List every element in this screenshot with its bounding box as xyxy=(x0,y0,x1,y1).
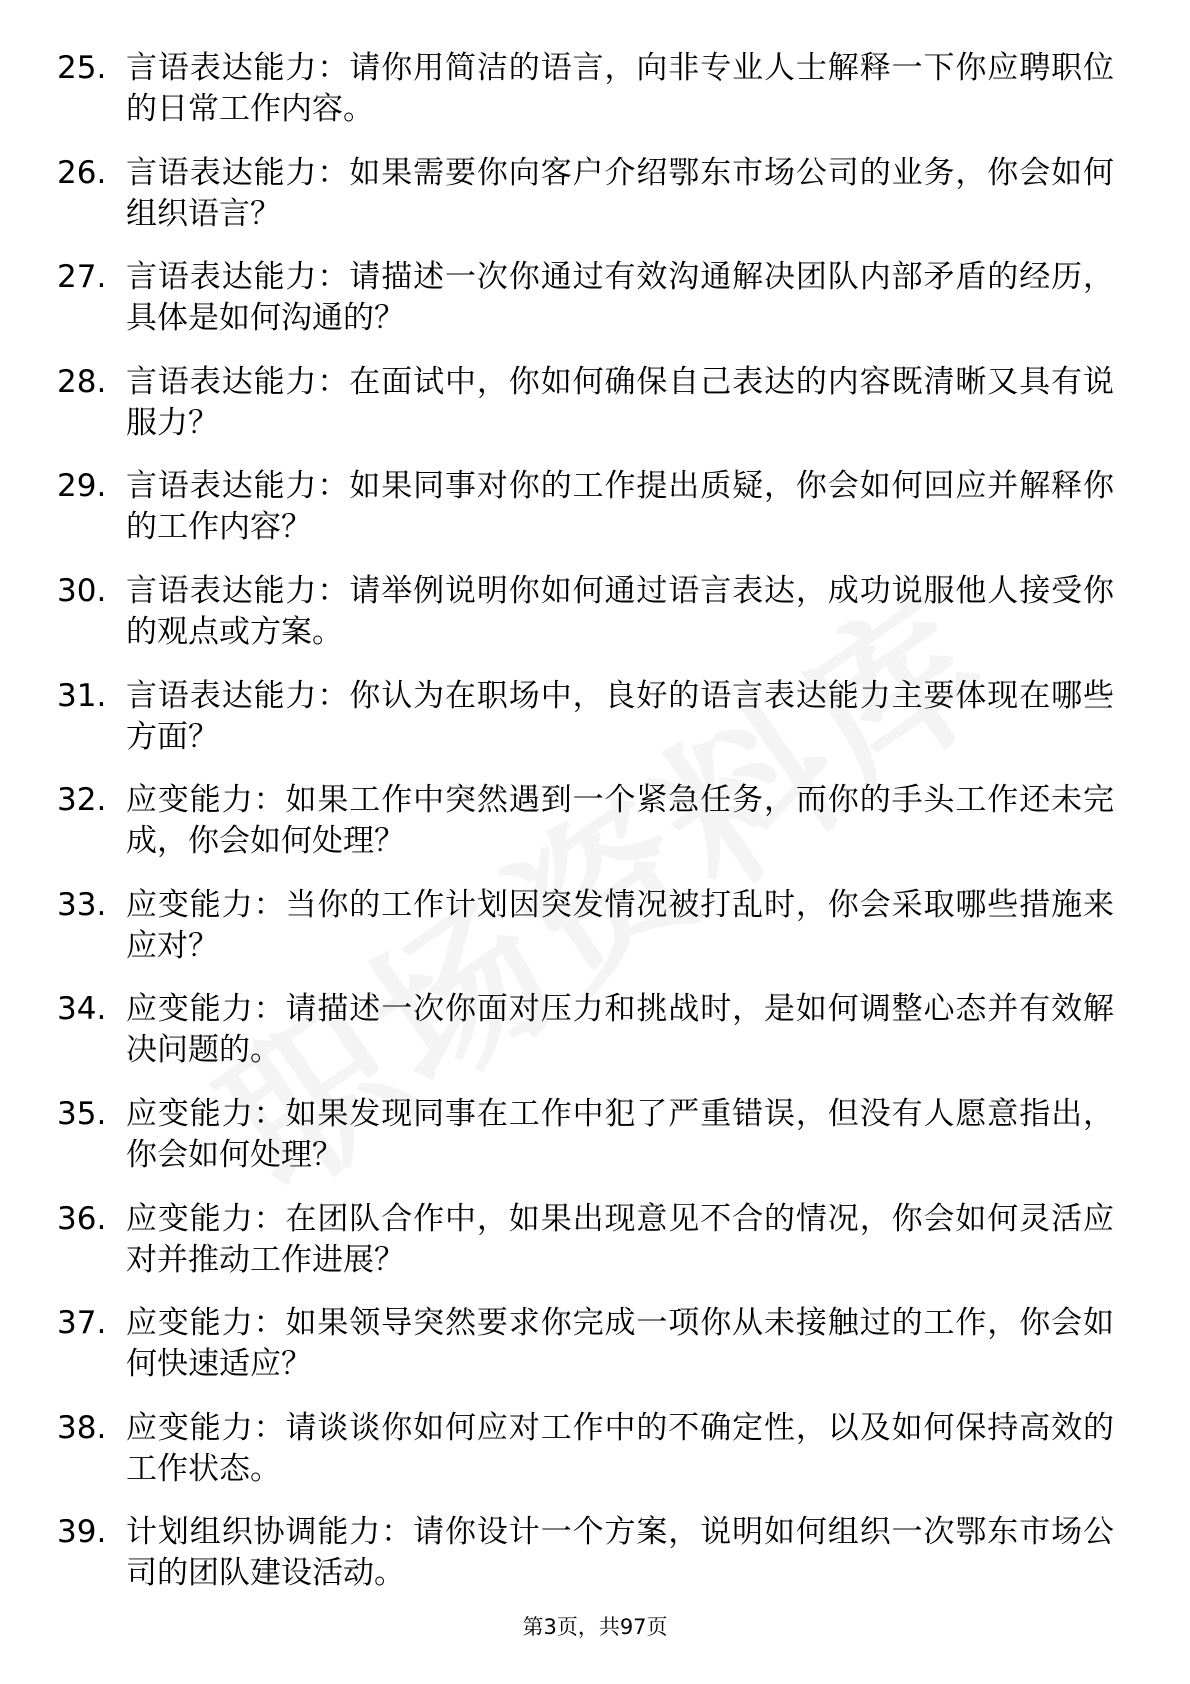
question-number: 36. xyxy=(57,1200,107,1237)
page-number-footer: 第3页，共97页 xyxy=(522,1615,668,1639)
question-item xyxy=(57,676,1117,762)
question-text: 应变能力：请谈谈你如何应对工作中的不确定性，以及如何保持高效的工作状态。 xyxy=(126,1409,1114,1487)
question-number: 27. xyxy=(57,259,107,296)
question-item xyxy=(57,1408,1117,1494)
question-item xyxy=(57,989,1117,1075)
question-number: 25. xyxy=(57,50,107,86)
question-number: 29. xyxy=(57,468,107,505)
question-number: 37. xyxy=(57,1305,107,1342)
question-number: 30. xyxy=(57,572,107,609)
question-text: 言语表达能力：请描述一次你通过有效沟通解决团队内部矛盾的经历，具体是如何沟通的？ xyxy=(126,259,1114,337)
question-number: 38. xyxy=(57,1409,107,1446)
question-item xyxy=(57,571,1117,657)
question-text: 言语表达能力：请举例说明你如何通过语言表达，成功说服他人接受你的观点或方案。 xyxy=(126,572,1114,650)
question-text: 言语表达能力：如果需要你向客户介绍鄂东市场公司的业务，你会如何组织语言？ xyxy=(126,154,1114,232)
question-number: 35. xyxy=(57,1095,107,1132)
question-item xyxy=(57,1199,1117,1285)
question-number: 26. xyxy=(57,154,107,191)
question-item xyxy=(57,362,1117,448)
question-text: 应变能力：在团队合作中，如果出现意见不合的情况，你会如何灵活应对并推动工作进展？ xyxy=(126,1200,1114,1278)
question-item xyxy=(57,466,1117,552)
question-item xyxy=(57,885,1117,971)
question-text: 言语表达能力：你认为在职场中，良好的语言表达能力主要体现在哪些方面？ xyxy=(126,677,1114,755)
question-number: 28. xyxy=(57,363,107,400)
question-number: 31. xyxy=(57,677,107,714)
question-text: 应变能力：请描述一次你面对压力和挑战时，是如何调整心态并有效解决问题的。 xyxy=(126,991,1114,1069)
question-text: 应变能力：当你的工作计划因突发情况被打乱时，你会采取哪些措施来应对？ xyxy=(126,886,1114,964)
question-item xyxy=(57,153,1117,239)
question-number: 34. xyxy=(57,991,107,1028)
question-item xyxy=(57,780,1117,866)
question-text: 应变能力：如果发现同事在工作中犯了严重错误，但没有人愿意指出，你会如何处理？ xyxy=(126,1095,1114,1173)
question-item xyxy=(57,1094,1117,1180)
question-number: 33. xyxy=(57,886,107,923)
question-list xyxy=(57,48,1117,1617)
question-number: 39. xyxy=(57,1514,107,1551)
question-text: 言语表达能力：请你用简洁的语言，向非专业人士解释一下你应聘职位的日常工作内容。 xyxy=(126,50,1114,127)
question-text: 应变能力：如果领导突然要求你完成一项你从未接触过的工作，你会如何快速适应？ xyxy=(126,1305,1114,1383)
question-text: 言语表达能力：如果同事对你的工作提出质疑，你会如何回应并解释你的工作内容？ xyxy=(126,468,1114,546)
question-text: 言语表达能力：在面试中，你如何确保自己表达的内容既清晰又具有说服力？ xyxy=(126,363,1114,441)
question-number: 32. xyxy=(57,782,107,819)
question-item xyxy=(57,257,1117,343)
question-item xyxy=(57,1303,1117,1389)
question-item xyxy=(57,48,1117,134)
question-text: 应变能力：如果工作中突然遇到一个紧急任务，而你的手头工作还未完成，你会如何处理？ xyxy=(126,782,1114,860)
question-item xyxy=(57,1512,1117,1598)
question-text: 计划组织协调能力：请你设计一个方案，说明如何组织一次鄂东市场公司的团队建设活动。 xyxy=(126,1514,1114,1592)
